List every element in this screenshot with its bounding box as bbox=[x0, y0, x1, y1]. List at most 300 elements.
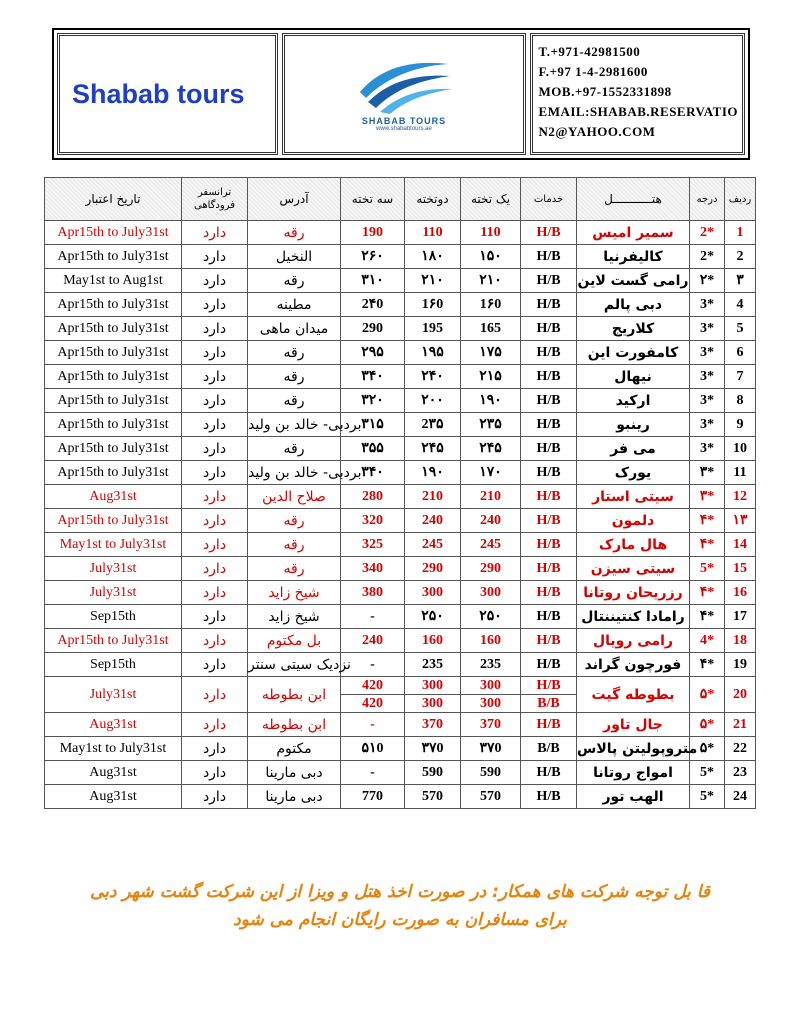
cell-single: ۱۹۰ bbox=[461, 389, 521, 413]
cell-single: 300 bbox=[461, 581, 521, 605]
table-row bbox=[45, 389, 756, 413]
cell-single: 160 bbox=[461, 629, 521, 653]
cell-hotel: یورک bbox=[577, 461, 690, 485]
table-body bbox=[45, 221, 756, 809]
cell-address: دبی مارینا bbox=[248, 761, 341, 785]
cell-service: H/B bbox=[521, 365, 577, 389]
table-row bbox=[45, 605, 756, 629]
cell-address: رقه bbox=[248, 221, 341, 245]
cell-hotel: رامی رویال bbox=[577, 629, 690, 653]
shabab-tours-logo-icon bbox=[352, 56, 456, 116]
cell-grade: 3* bbox=[690, 365, 725, 389]
cell-single: ۱۷۵ bbox=[461, 341, 521, 365]
cell-double: 570 bbox=[405, 785, 461, 809]
email-line-1: EMAIL:SHABAB.RESERVATIO bbox=[538, 104, 738, 119]
cell-grade: 5* bbox=[690, 785, 725, 809]
cell-grade: 3* bbox=[690, 293, 725, 317]
cell-single-half-board: 300 bbox=[480, 678, 501, 693]
header-grade: درجه bbox=[690, 178, 725, 221]
cell-service: H/B bbox=[521, 341, 577, 365]
cell-single: ۲۵۰ bbox=[461, 605, 521, 629]
cell-double: 300 bbox=[405, 581, 461, 605]
cell-address: ابن بطوطه bbox=[248, 677, 341, 713]
cell-service: B/B bbox=[521, 737, 577, 761]
cell-row-number: 11 bbox=[725, 461, 756, 485]
table-row bbox=[45, 413, 756, 437]
cell-triple: - bbox=[341, 761, 405, 785]
cell-service-bed-breakfast: B/B bbox=[521, 694, 576, 712]
cell-service: H/B bbox=[521, 557, 577, 581]
cell-single: 210 bbox=[461, 485, 521, 509]
cell-address: بردبی- خالد بن ولید bbox=[248, 461, 341, 485]
cell-triple: - bbox=[341, 713, 405, 737]
cell-row-number: 1 bbox=[725, 221, 756, 245]
table-row bbox=[45, 221, 756, 245]
cell-triple: 280 bbox=[341, 485, 405, 509]
company-name: Shabab tours bbox=[72, 78, 245, 109]
cell-address: دبی مارینا bbox=[248, 785, 341, 809]
cell-double: 240 bbox=[405, 509, 461, 533]
cell-triple: ۳۴۰ bbox=[341, 365, 405, 389]
cell-hotel: دبی پالم bbox=[577, 293, 690, 317]
table-row bbox=[45, 557, 756, 581]
header-transfer: ترانسفر فرودگاهی bbox=[182, 178, 248, 221]
cell-transfer: دارد bbox=[182, 245, 248, 269]
cell-hotel: رامادا کنتیننتال bbox=[577, 605, 690, 629]
cell-double: ۲۵۰ bbox=[405, 605, 461, 629]
cell-address: شیخ زاید bbox=[248, 581, 341, 605]
cell-address: مکتوم bbox=[248, 737, 341, 761]
cell-address: شیخ زاید bbox=[248, 605, 341, 629]
cell-row-number: 22 bbox=[725, 737, 756, 761]
cell-double: ۲۱۰ bbox=[405, 269, 461, 293]
cell-triple: 240 bbox=[341, 629, 405, 653]
cell-triple: ۳۴۰ bbox=[341, 461, 405, 485]
cell-row-number: 2 bbox=[725, 245, 756, 269]
table-row bbox=[45, 245, 756, 269]
cell-double: ۱۹۰ bbox=[405, 461, 461, 485]
cell-double: 210 bbox=[405, 485, 461, 509]
cell-address: بل مکتوم bbox=[248, 629, 341, 653]
cell-single: ۱۷۰ bbox=[461, 461, 521, 485]
cell-double: ۱۹۵ bbox=[405, 341, 461, 365]
cell-service: H/B bbox=[521, 761, 577, 785]
cell-hotel: دلمون bbox=[577, 509, 690, 533]
cell-single: 240 bbox=[461, 509, 521, 533]
cell-double: ۲۴۰ bbox=[405, 365, 461, 389]
cell-transfer: دارد bbox=[182, 365, 248, 389]
cell-single: ۲۱۰ bbox=[461, 269, 521, 293]
table-row bbox=[45, 629, 756, 653]
cell-hotel: جال تاور bbox=[577, 713, 690, 737]
cell-row-number: 10 bbox=[725, 437, 756, 461]
table-row bbox=[45, 485, 756, 509]
cell-address: رقه bbox=[248, 269, 341, 293]
cell-grade: 4* bbox=[690, 629, 725, 653]
cell-triple: 320 bbox=[341, 509, 405, 533]
cell-service: H/B bbox=[521, 389, 577, 413]
cell-hotel: سمیر امیس bbox=[577, 221, 690, 245]
table-row bbox=[45, 293, 756, 317]
cell-triple: ۳۲۰ bbox=[341, 389, 405, 413]
cell-double: 160 bbox=[405, 629, 461, 653]
cell-row-number: 9 bbox=[725, 413, 756, 437]
cell-transfer: دارد bbox=[182, 437, 248, 461]
fax-number: F.+97 1-4-2981600 bbox=[538, 64, 648, 79]
header-address: آدرس bbox=[248, 178, 341, 221]
cell-hotel: بطوطه گیت bbox=[577, 677, 690, 713]
cell-triple: 770 bbox=[341, 785, 405, 809]
cell-hotel: می فر bbox=[577, 437, 690, 461]
cell-double: ۱۸۰ bbox=[405, 245, 461, 269]
cell-single: ۳۷0 bbox=[461, 737, 521, 761]
cell-grade: ۴* bbox=[690, 509, 725, 533]
cell-validity: Aug31st bbox=[45, 785, 182, 809]
cell-validity: Aug31st bbox=[45, 485, 182, 509]
cell-transfer: دارد bbox=[182, 605, 248, 629]
cell-transfer: دارد bbox=[182, 737, 248, 761]
email-line-2: N2@YAHOO.COM bbox=[538, 124, 656, 139]
table-row bbox=[45, 533, 756, 557]
cell-validity: May1st to July31st bbox=[45, 533, 182, 557]
cell-validity: Sep15th bbox=[45, 653, 182, 677]
table-row bbox=[45, 677, 756, 713]
table-row bbox=[45, 461, 756, 485]
header-hotel: هتـــــــــــل bbox=[577, 178, 690, 221]
cell-row-number: 14 bbox=[725, 533, 756, 557]
cell-row-number: 4 bbox=[725, 293, 756, 317]
cell-validity: Aug31st bbox=[45, 713, 182, 737]
cell-row-number: 20 bbox=[725, 677, 756, 713]
cell-triple-bed-breakfast: 420 bbox=[341, 694, 404, 712]
cell-address: رقه bbox=[248, 509, 341, 533]
cell-service: H/B bbox=[521, 713, 577, 737]
cell-grade: 3* bbox=[690, 341, 725, 365]
cell-grade: ۳* bbox=[690, 485, 725, 509]
cell-transfer: دارد bbox=[182, 581, 248, 605]
cell-service: H/B bbox=[521, 509, 577, 533]
cell-grade: ۴* bbox=[690, 581, 725, 605]
cell-validity: July31st bbox=[45, 581, 182, 605]
cell-address: رقه bbox=[248, 389, 341, 413]
cell-hotel: سیتی استار bbox=[577, 485, 690, 509]
cell-single: 245 bbox=[461, 533, 521, 557]
cell-validity: Apr15th to July31st bbox=[45, 293, 182, 317]
cell-grade: 5* bbox=[690, 557, 725, 581]
cell-validity: Apr15th to July31st bbox=[45, 365, 182, 389]
cell-validity: Apr15th to July31st bbox=[45, 389, 182, 413]
cell-single: ۱۵۰ bbox=[461, 245, 521, 269]
cell-transfer: دارد bbox=[182, 269, 248, 293]
table-row bbox=[45, 713, 756, 737]
partner-note-line-2: برای مسافران به صورت رایگان انجام می شود bbox=[233, 910, 567, 930]
cell-validity: July31st bbox=[45, 557, 182, 581]
cell-row-number: 24 bbox=[725, 785, 756, 809]
cell-address: میدان ماهی bbox=[248, 317, 341, 341]
cell-transfer: دارد bbox=[182, 509, 248, 533]
table-header-row bbox=[45, 178, 756, 221]
cell-row-number: 6 bbox=[725, 341, 756, 365]
cell-transfer: دارد bbox=[182, 461, 248, 485]
cell-transfer: دارد bbox=[182, 389, 248, 413]
cell-hotel: متروپولیتن پالاس bbox=[577, 737, 690, 761]
cell-double: 290 bbox=[405, 557, 461, 581]
cell-row-number: 23 bbox=[725, 761, 756, 785]
cell-grade: ۴* bbox=[690, 653, 725, 677]
logo-cell bbox=[282, 33, 525, 155]
cell-address: رقه bbox=[248, 557, 341, 581]
cell-grade: 2* bbox=[690, 245, 725, 269]
header-row: ردیف bbox=[725, 178, 756, 221]
cell-hotel: امواج روتانا bbox=[577, 761, 690, 785]
cell-hotel: رینبو bbox=[577, 413, 690, 437]
cell-hotel: نیهال bbox=[577, 365, 690, 389]
cell-transfer: دارد bbox=[182, 317, 248, 341]
cell-address: رقه bbox=[248, 365, 341, 389]
cell-hotel: رامی گست لاین bbox=[577, 269, 690, 293]
cell-validity: Sep15th bbox=[45, 605, 182, 629]
cell-transfer: دارد bbox=[182, 341, 248, 365]
cell-service: H/B bbox=[521, 653, 577, 677]
phone-number: T.+971-42981500 bbox=[538, 44, 641, 59]
cell-validity: Aug31st bbox=[45, 761, 182, 785]
cell-triple: 2۴0 bbox=[341, 293, 405, 317]
cell-triple: ۳۱۵ bbox=[341, 413, 405, 437]
cell-single: 370 bbox=[461, 713, 521, 737]
cell-grade: 2* bbox=[690, 221, 725, 245]
table-row bbox=[45, 269, 756, 293]
cell-validity: Apr15th to July31st bbox=[45, 221, 182, 245]
cell-service: H/B bbox=[521, 785, 577, 809]
cell-single: 165 bbox=[461, 317, 521, 341]
cell-address: صلاح الدین bbox=[248, 485, 341, 509]
table-row bbox=[45, 761, 756, 785]
cell-row-number: 19 bbox=[725, 653, 756, 677]
cell-transfer: دارد bbox=[182, 761, 248, 785]
cell-address: مطینه bbox=[248, 293, 341, 317]
cell-service: H/B bbox=[521, 245, 577, 269]
cell-single: ۲۳۵ bbox=[461, 413, 521, 437]
header-service: خدمات bbox=[521, 178, 577, 221]
table-row bbox=[45, 437, 756, 461]
table-row bbox=[45, 581, 756, 605]
cell-grade: 3* bbox=[690, 413, 725, 437]
cell-service: H/B bbox=[521, 533, 577, 557]
cell-transfer: دارد bbox=[182, 629, 248, 653]
table-row bbox=[45, 509, 756, 533]
cell-validity: Apr15th to July31st bbox=[45, 437, 182, 461]
table-row bbox=[45, 737, 756, 761]
cell-triple bbox=[341, 677, 405, 713]
contact-cell bbox=[530, 33, 745, 155]
logo-text: SHABAB TOURS bbox=[361, 116, 447, 126]
cell-grade: ۵* bbox=[690, 713, 725, 737]
cell-service: H/B bbox=[521, 461, 577, 485]
cell-address: بردبی- خالد بن ولید bbox=[248, 413, 341, 437]
cell-hotel: الهب تور bbox=[577, 785, 690, 809]
cell-address: النخیل bbox=[248, 245, 341, 269]
cell-row-number: 16 bbox=[725, 581, 756, 605]
cell-grade: ۵* bbox=[690, 737, 725, 761]
cell-service: H/B bbox=[521, 581, 577, 605]
cell-service: H/B bbox=[521, 293, 577, 317]
cell-service: H/B bbox=[521, 485, 577, 509]
cell-transfer: دارد bbox=[182, 653, 248, 677]
cell-transfer: دارد bbox=[182, 785, 248, 809]
cell-triple: ۳۵۵ bbox=[341, 437, 405, 461]
cell-row-number: 7 bbox=[725, 365, 756, 389]
cell-double: 2۳۵ bbox=[405, 413, 461, 437]
cell-validity: May1st to July31st bbox=[45, 737, 182, 761]
cell-hotel: سیتی سیزن bbox=[577, 557, 690, 581]
cell-single-bed-breakfast: 300 bbox=[461, 694, 520, 712]
cell-service: H/B bbox=[521, 437, 577, 461]
cell-single: 110 bbox=[461, 221, 521, 245]
cell-transfer: دارد bbox=[182, 677, 248, 713]
cell-triple-half-board: 420 bbox=[362, 678, 383, 693]
cell-single: ۲۱۵ bbox=[461, 365, 521, 389]
cell-grade: ۴* bbox=[690, 605, 725, 629]
cell-validity: Apr15th to July31st bbox=[45, 629, 182, 653]
table-row bbox=[45, 341, 756, 365]
cell-triple: 340 bbox=[341, 557, 405, 581]
cell-triple: ۲۹۵ bbox=[341, 341, 405, 365]
cell-transfer: دارد bbox=[182, 713, 248, 737]
cell-double: 195 bbox=[405, 317, 461, 341]
cell-hotel: فورچون گراند bbox=[577, 653, 690, 677]
cell-row-number: 12 bbox=[725, 485, 756, 509]
cell-single: 1۶0 bbox=[461, 293, 521, 317]
cell-address: رقه bbox=[248, 533, 341, 557]
cell-double: 370 bbox=[405, 713, 461, 737]
header-single: یک تخته bbox=[461, 178, 521, 221]
cell-triple: - bbox=[341, 605, 405, 629]
cell-double: ۳۷0 bbox=[405, 737, 461, 761]
cell-row-number: 8 bbox=[725, 389, 756, 413]
cell-grade: ۵* bbox=[690, 677, 725, 713]
cell-transfer: دارد bbox=[182, 413, 248, 437]
table-row bbox=[45, 365, 756, 389]
cell-grade: 5* bbox=[690, 761, 725, 785]
cell-double: 245 bbox=[405, 533, 461, 557]
cell-double: 110 bbox=[405, 221, 461, 245]
cell-grade: 3* bbox=[690, 389, 725, 413]
cell-double: ۲۰۰ bbox=[405, 389, 461, 413]
cell-validity: July31st bbox=[45, 677, 182, 713]
cell-single bbox=[461, 677, 521, 713]
cell-grade: 3* bbox=[690, 437, 725, 461]
cell-single: 570 bbox=[461, 785, 521, 809]
cell-grade: ۳* bbox=[690, 461, 725, 485]
cell-grade: 3* bbox=[690, 317, 725, 341]
cell-hotel: ارکید bbox=[577, 389, 690, 413]
cell-row-number: 18 bbox=[725, 629, 756, 653]
cell-validity: Apr15th to July31st bbox=[45, 509, 182, 533]
cell-single: 290 bbox=[461, 557, 521, 581]
cell-row-number: 21 bbox=[725, 713, 756, 737]
cell-service-half-board: H/B bbox=[536, 678, 561, 693]
table-row bbox=[45, 653, 756, 677]
cell-address: رقه bbox=[248, 437, 341, 461]
cell-row-number: 15 bbox=[725, 557, 756, 581]
cell-hotel: رزریحان روتانا bbox=[577, 581, 690, 605]
cell-service: H/B bbox=[521, 605, 577, 629]
cell-triple: - bbox=[341, 653, 405, 677]
header-validity: تاریخ اعتبار bbox=[45, 178, 182, 221]
table-row bbox=[45, 785, 756, 809]
cell-service: H/B bbox=[521, 413, 577, 437]
cell-transfer: دارد bbox=[182, 293, 248, 317]
partner-note-line-1: قا بل توجه شرکت های همکار: در صورت اخذ هتل و ویزا از این شرکت گشت شهر دبی bbox=[89, 882, 711, 902]
cell-validity: Apr15th to July31st bbox=[45, 461, 182, 485]
cell-validity: Apr15th to July31st bbox=[45, 245, 182, 269]
header-double: دوتخته bbox=[405, 178, 461, 221]
logo-url: www.shababtours.ae bbox=[376, 126, 432, 132]
company-name-cell bbox=[57, 33, 278, 155]
cell-double bbox=[405, 677, 461, 713]
cell-transfer: دارد bbox=[182, 485, 248, 509]
cell-row-number: ۱۳ bbox=[725, 509, 756, 533]
cell-double: 1۶0 bbox=[405, 293, 461, 317]
cell-single: 235 bbox=[461, 653, 521, 677]
cell-double-half-board: 300 bbox=[422, 678, 443, 693]
cell-grade: ۴* bbox=[690, 533, 725, 557]
cell-transfer: دارد bbox=[182, 557, 248, 581]
cell-double: 235 bbox=[405, 653, 461, 677]
header-triple: سه تخته bbox=[341, 178, 405, 221]
cell-triple: ۳۱۰ bbox=[341, 269, 405, 293]
header-box bbox=[52, 28, 750, 160]
cell-service: H/B bbox=[521, 221, 577, 245]
cell-service bbox=[521, 677, 577, 713]
cell-row-number: 5 bbox=[725, 317, 756, 341]
cell-validity: Apr15th to July31st bbox=[45, 317, 182, 341]
cell-service: H/B bbox=[521, 629, 577, 653]
cell-triple: 290 bbox=[341, 317, 405, 341]
cell-single: ۲۴۵ bbox=[461, 437, 521, 461]
cell-grade: ۲* bbox=[690, 269, 725, 293]
cell-service: H/B bbox=[521, 269, 577, 293]
table-row bbox=[45, 317, 756, 341]
cell-single: 590 bbox=[461, 761, 521, 785]
cell-triple: 325 bbox=[341, 533, 405, 557]
cell-triple: 380 bbox=[341, 581, 405, 605]
cell-hotel: کالیفرنیا bbox=[577, 245, 690, 269]
cell-hotel: کامفورت این bbox=[577, 341, 690, 365]
cell-triple: 190 bbox=[341, 221, 405, 245]
cell-address: رقه bbox=[248, 341, 341, 365]
cell-row-number: ۳ bbox=[725, 269, 756, 293]
cell-row-number: 17 bbox=[725, 605, 756, 629]
cell-validity: May1st to Aug1st bbox=[45, 269, 182, 293]
hotel-rates-table bbox=[44, 177, 756, 809]
mobile-number: MOB.+97-1552331898 bbox=[538, 84, 672, 99]
cell-double: ۲۴۵ bbox=[405, 437, 461, 461]
cell-triple: ۵۱0 bbox=[341, 737, 405, 761]
cell-transfer: دارد bbox=[182, 533, 248, 557]
cell-double: 590 bbox=[405, 761, 461, 785]
cell-transfer: دارد bbox=[182, 221, 248, 245]
cell-hotel: هال مارک bbox=[577, 533, 690, 557]
cell-validity: Apr15th to July31st bbox=[45, 413, 182, 437]
cell-validity: Apr15th to July31st bbox=[45, 341, 182, 365]
cell-hotel: کلاریج bbox=[577, 317, 690, 341]
cell-triple: ۲۶۰ bbox=[341, 245, 405, 269]
cell-address: نزدیک سیتی سنتر bbox=[248, 653, 341, 677]
cell-address: ابن بطوطه bbox=[248, 713, 341, 737]
cell-double-bed-breakfast: 300 bbox=[405, 694, 460, 712]
cell-service: H/B bbox=[521, 317, 577, 341]
